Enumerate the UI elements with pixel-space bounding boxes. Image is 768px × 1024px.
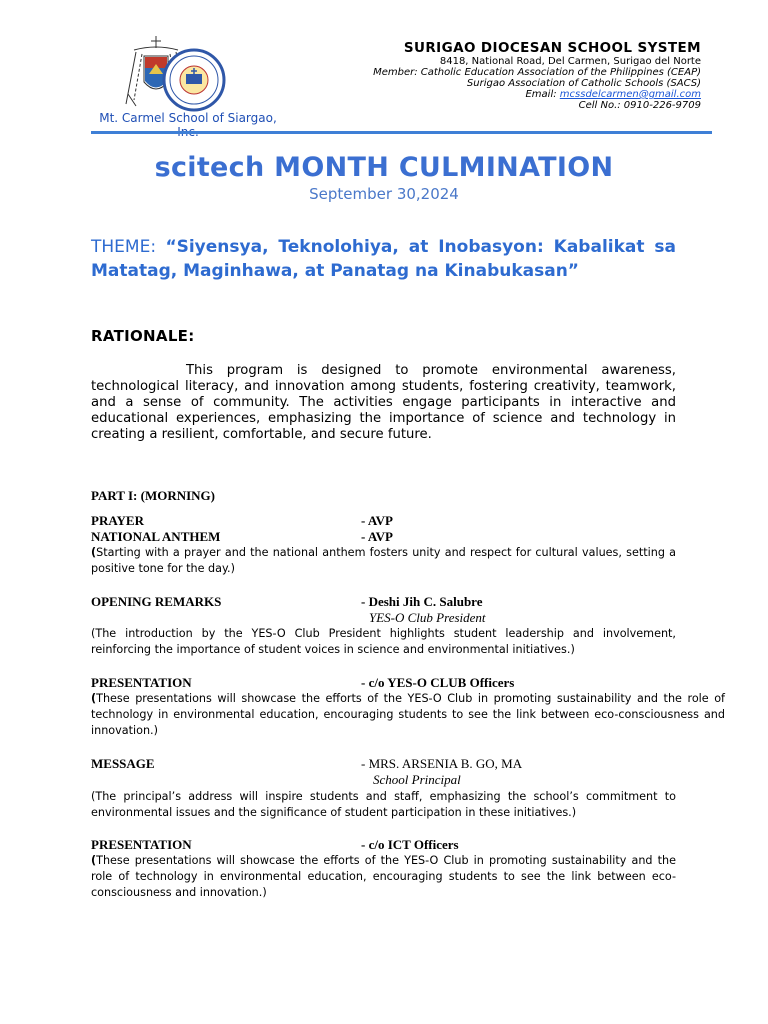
school-name: Mt. Carmel School of Siargao, [99,111,277,125]
item-note [91,545,676,577]
item-label: PRAYER [91,513,144,528]
part-heading: PART I: (MORNING) [91,488,215,503]
membership: Member: Catholic Education Association of the Philippines (CEAP) [373,67,701,78]
theme-label: THEME: [91,237,166,257]
item-label: NATIONAL ANTHEM [91,529,221,544]
note-paren: ( [91,854,97,867]
item-role: YES-O Club President [369,610,486,625]
item-note: (The introduction by the YES-O Club President highlights student leadership and involvement, reinforcing the importance of student voices in science and environmental initiatives.) [91,627,676,656]
item-value: - c/o YES-O CLUB Officers [361,675,515,690]
note-text: These presentations will showcase the efforts of the YES-O Club in promoting sustainability and the role of technology in environmental education, encouraging students to see the link between eco-consciousness and innovation.) [91,854,676,899]
cell-number: Cell No.: 0910-226-9709 [578,100,701,111]
item-note: (The principal’s address will inspire students and staff, emphasizing the school’s commitment to environmental issues and the significance of student participation in these initiatives.) [91,790,676,819]
program-item [91,837,459,853]
email-link[interactable]: mcssdelcarmen@gmail.com [559,89,701,100]
item-label: PRESENTATION [91,675,192,690]
school-logos [114,34,226,114]
email-label: Email: [525,89,560,100]
rationale-body [91,363,676,443]
address: 8418, National Road, Del Carmen, Surigao del Norte [439,56,701,67]
header-divider [91,131,712,134]
item-label: OPENING REMARKS [91,594,222,609]
item-value: - Deshi Jih C. Salubre [361,594,483,609]
item-label: PRESENTATION [91,837,192,852]
item-note [91,691,725,739]
rationale-heading: RATIONALE: [91,327,195,345]
item-value: - MRS. ARSENIA B. GO, MA [361,756,523,771]
system-name: SURIGAO DIOCESAN SCHOOL SYSTEM [403,40,701,56]
program-item [91,513,393,529]
item-note [91,853,676,901]
email-line [281,89,701,100]
program-item [91,675,514,691]
event-date: September 30,2024 [309,185,459,203]
theme-text: “Siyensya, Teknolohiya, at Inobasyon: Kabalikat sa Matatag, Maginhawa, at Panatag na Kinabukasan” [91,237,676,281]
item-role: School Principal [373,772,461,787]
association: Surigao Association of Catholic Schools (SACS) [466,78,701,89]
note-paren: ( [91,546,97,559]
page-title: scitech MONTH CULMINATION [154,152,614,183]
theme [91,235,676,283]
program-item [91,529,393,545]
note-text: These presentations will showcase the efforts of the YES-O Club in promoting sustainability and the role of technology in environmental education, encouraging students to see the link between eco-consciousness and innovation.) [91,692,725,737]
item-value: - AVP [361,513,393,528]
item-value: - c/o ICT Officers [361,837,459,852]
rationale-text: This program is designed to promote environmental awareness, technological literacy, and innovation among students, fostering creativity, teamwork, and a sense of community. The activities engage participants in interactive and educational experiences, emphasizing the importance of science and technology in creating a resilient, comfortable, and secure future. [91,363,676,442]
program-item [91,756,522,772]
note-paren: ( [91,692,97,705]
note-text: Starting with a prayer and the national anthem fosters unity and respect for cultural values, setting a positive tone for the day.) [91,546,676,575]
letterhead [281,40,701,111]
item-label: MESSAGE [91,756,155,771]
item-value: - AVP [361,529,393,544]
program-item [91,594,482,610]
diocese-seal-icon [114,34,226,114]
